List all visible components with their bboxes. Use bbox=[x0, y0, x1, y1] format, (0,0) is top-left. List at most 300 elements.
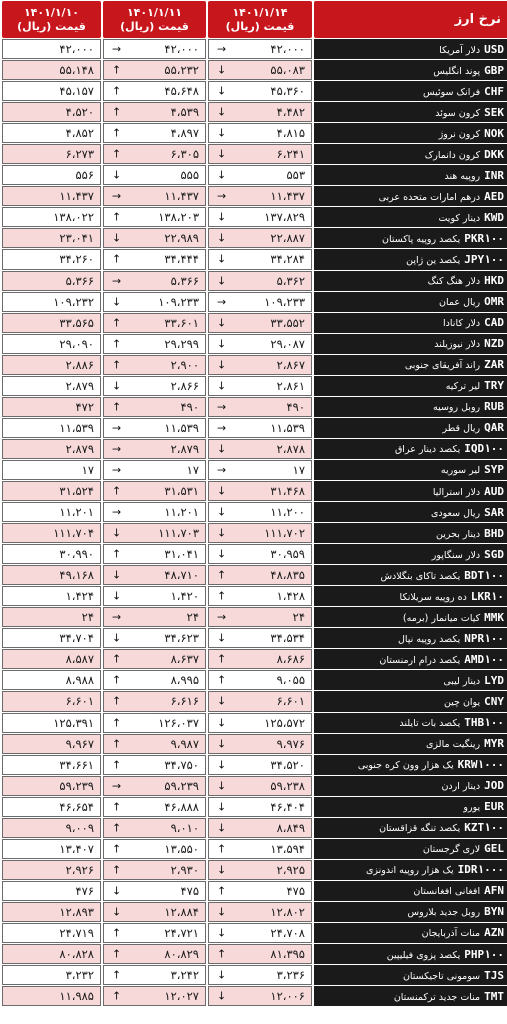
price-current: ۱۳۷،۸۲۹ bbox=[264, 210, 305, 225]
currency-name: فرانک سوئیس bbox=[423, 86, 481, 98]
price-prev-cell bbox=[2, 355, 101, 375]
price-current-cell bbox=[208, 734, 312, 754]
price-prev-cell bbox=[2, 313, 101, 333]
table-row bbox=[2, 81, 507, 101]
trend-arrow-icon: ↓ bbox=[217, 147, 227, 161]
price-current-cell bbox=[208, 502, 312, 522]
trend-arrow-icon: ↑ bbox=[217, 673, 227, 687]
currency-code: TMT bbox=[484, 989, 504, 1003]
price-current: ۱۱،۲۰۰ bbox=[270, 505, 305, 520]
currency-name: لیر سوریه bbox=[440, 465, 481, 477]
trend-arrow-icon: → bbox=[217, 610, 227, 624]
currency-name: ده روپیه سریلانکا bbox=[399, 591, 467, 603]
price-mid: ۵۵،۲۳۲ bbox=[164, 63, 199, 78]
table-row bbox=[2, 481, 507, 501]
price-current: ۵۹،۲۳۸ bbox=[270, 778, 305, 793]
trend-arrow-icon: ↓ bbox=[217, 821, 227, 835]
price-prev-cell bbox=[2, 670, 101, 690]
price-prev: ۳۳،۵۶۵ bbox=[59, 315, 94, 330]
price-current: ۱۱،۵۳۹ bbox=[270, 420, 305, 435]
trend-arrow-icon: ↑ bbox=[112, 842, 122, 856]
price-current: ۲۴،۷۰۸ bbox=[270, 925, 305, 940]
price-mid-cell bbox=[103, 502, 206, 522]
price-mid-cell bbox=[103, 439, 206, 459]
currency-code: JOD bbox=[484, 779, 504, 793]
currency-name: روپیه هند bbox=[444, 170, 481, 182]
price-mid-cell bbox=[103, 544, 206, 564]
table-row bbox=[2, 586, 507, 606]
table-row bbox=[2, 207, 507, 227]
table-row bbox=[2, 60, 507, 80]
table-row bbox=[2, 271, 507, 291]
table-row bbox=[2, 860, 507, 880]
price-current-cell bbox=[208, 228, 312, 248]
currency-name: روبل جدید بلاروس bbox=[407, 907, 481, 919]
price-current: ۲،۸۶۱ bbox=[276, 378, 305, 393]
currency-name-cell bbox=[314, 102, 507, 122]
price-prev-cell bbox=[2, 965, 101, 985]
price-mid-cell bbox=[103, 607, 206, 627]
price-mid: ۶،۶۱۶ bbox=[170, 694, 199, 709]
currency-name-cell bbox=[314, 481, 507, 501]
price-current: ۱۳،۵۹۴ bbox=[270, 841, 305, 856]
trend-arrow-icon: ↓ bbox=[217, 252, 227, 266]
price-mid: ۱۳۸،۲۰۳ bbox=[158, 210, 199, 225]
price-mid: ۵۵۵ bbox=[180, 168, 199, 183]
price-prev: ۳۰،۹۹۰ bbox=[59, 547, 94, 562]
trend-arrow-icon: → bbox=[112, 189, 122, 203]
currency-code: JPY۱۰۰ bbox=[464, 252, 504, 266]
column-header-mid bbox=[103, 1, 206, 38]
price-prev: ۴۹،۱۶۸ bbox=[59, 568, 94, 583]
price-prev-cell bbox=[2, 607, 101, 627]
price-mid: ۹،۹۸۷ bbox=[170, 736, 199, 751]
price-prev: ۲۴،۷۱۹ bbox=[59, 925, 94, 940]
currency-name: کرون سوئد bbox=[435, 107, 481, 119]
price-mid-cell bbox=[103, 165, 206, 185]
currency-code: GEL bbox=[484, 842, 504, 856]
currency-code: QAR bbox=[484, 421, 504, 435]
header-date: ۱۴۰۱/۱/۱۴ bbox=[232, 5, 288, 19]
price-prev-cell bbox=[2, 544, 101, 564]
trend-arrow-icon: ↑ bbox=[112, 652, 122, 666]
trend-arrow-icon: ↑ bbox=[112, 105, 122, 119]
price-mid-cell bbox=[103, 797, 206, 817]
price-current-cell bbox=[208, 207, 312, 227]
price-current: ۱۱۱،۷۰۲ bbox=[264, 526, 305, 541]
price-current: ۴۵،۳۶۰ bbox=[270, 84, 305, 99]
price-current-cell bbox=[208, 607, 312, 627]
price-current-cell bbox=[208, 376, 312, 396]
price-prev-cell bbox=[2, 123, 101, 143]
currency-code: IQD۱۰۰ bbox=[464, 442, 504, 456]
price-mid-cell bbox=[103, 860, 206, 880]
trend-arrow-icon: → bbox=[112, 610, 122, 624]
currency-name-cell bbox=[314, 523, 507, 543]
table-row bbox=[2, 734, 507, 754]
price-current: ۴،۸۱۵ bbox=[276, 126, 305, 141]
price-mid-cell bbox=[103, 649, 206, 669]
currency-name-cell bbox=[314, 923, 507, 943]
price-mid: ۲۹،۲۹۹ bbox=[164, 336, 199, 351]
price-prev: ۲۳،۰۴۱ bbox=[59, 231, 94, 246]
currency-name-cell bbox=[314, 986, 507, 1006]
price-mid-cell bbox=[103, 334, 206, 354]
price-current: ۶،۶۰۱ bbox=[276, 694, 305, 709]
price-mid-cell bbox=[103, 670, 206, 690]
trend-arrow-icon: ↓ bbox=[217, 758, 227, 772]
price-current-cell bbox=[208, 355, 312, 375]
currency-code: AZN bbox=[484, 926, 504, 940]
trend-arrow-icon: ↓ bbox=[217, 716, 227, 730]
currency-name: پوند انگلیس bbox=[433, 65, 481, 77]
currency-name: ریال عمان bbox=[439, 297, 481, 309]
trend-arrow-icon: ↑ bbox=[112, 989, 122, 1003]
price-mid-cell bbox=[103, 207, 206, 227]
price-prev: ۴،۸۵۲ bbox=[65, 126, 94, 141]
trend-arrow-icon: ↑ bbox=[217, 589, 227, 603]
table-row bbox=[2, 313, 507, 333]
price-current: ۲،۹۲۵ bbox=[276, 862, 305, 877]
trend-arrow-icon: ↓ bbox=[112, 631, 122, 645]
price-current-cell bbox=[208, 165, 312, 185]
trend-arrow-icon: ↓ bbox=[217, 484, 227, 498]
price-prev-cell bbox=[2, 502, 101, 522]
price-mid-cell bbox=[103, 713, 206, 733]
currency-name: راند آفریقای جنوبی bbox=[404, 360, 481, 372]
price-mid: ۸،۹۹۵ bbox=[170, 673, 199, 688]
currency-name-cell bbox=[314, 944, 507, 964]
table-row bbox=[2, 228, 507, 248]
trend-arrow-icon: ↓ bbox=[112, 526, 122, 540]
price-prev: ۴،۵۲۰ bbox=[65, 105, 94, 120]
trend-arrow-icon: ↑ bbox=[217, 947, 227, 961]
currency-name: یکصد دینار عراق bbox=[394, 444, 461, 456]
column-header-current bbox=[208, 1, 312, 38]
price-current-cell bbox=[208, 292, 312, 312]
price-prev: ۳۱،۵۲۴ bbox=[59, 484, 94, 498]
currency-code: IDR۱۰۰۰ bbox=[457, 863, 504, 877]
price-current: ۲،۸۶۷ bbox=[276, 357, 305, 372]
currency-code: CNY bbox=[484, 694, 504, 708]
currency-name-cell bbox=[314, 965, 507, 985]
currency-code: KWD bbox=[484, 210, 504, 224]
price-current-cell bbox=[208, 186, 312, 206]
trend-arrow-icon: ↓ bbox=[112, 168, 122, 182]
price-prev-cell bbox=[2, 881, 101, 901]
trend-arrow-icon: ↓ bbox=[217, 84, 227, 98]
trend-arrow-icon: ↑ bbox=[112, 337, 122, 351]
currency-name-cell bbox=[314, 397, 507, 417]
price-prev: ۳۴،۲۶۰ bbox=[59, 252, 94, 267]
trend-arrow-icon: ↑ bbox=[112, 926, 122, 940]
price-prev-cell bbox=[2, 776, 101, 796]
price-current-cell bbox=[208, 271, 312, 291]
price-current: ۴۶،۴۰۴ bbox=[270, 799, 305, 814]
price-mid-cell bbox=[103, 691, 206, 711]
price-current-cell bbox=[208, 986, 312, 1006]
currency-code: KZT۱۰۰ bbox=[464, 821, 504, 835]
price-prev-cell bbox=[2, 649, 101, 669]
price-mid: ۳۴،۷۵۰ bbox=[164, 757, 199, 772]
table-row bbox=[2, 755, 507, 775]
table-row bbox=[2, 902, 507, 922]
price-prev-cell bbox=[2, 60, 101, 80]
price-prev: ۵۵،۱۴۸ bbox=[59, 63, 94, 78]
price-current-cell bbox=[208, 60, 312, 80]
trend-arrow-icon: → bbox=[112, 42, 122, 56]
price-current-cell bbox=[208, 144, 312, 164]
price-current: ۸،۶۸۶ bbox=[276, 652, 305, 667]
price-prev: ۱۲،۸۹۳ bbox=[59, 904, 94, 919]
currency-code: SAR bbox=[484, 505, 504, 519]
price-current: ۱۲،۰۰۶ bbox=[270, 989, 305, 1004]
price-current-cell bbox=[208, 565, 312, 585]
price-mid-cell bbox=[103, 965, 206, 985]
currency-name-cell bbox=[314, 313, 507, 333]
price-prev-cell bbox=[2, 207, 101, 227]
currency-name: دلار کانادا bbox=[443, 318, 481, 330]
trend-arrow-icon: ↑ bbox=[217, 842, 227, 856]
trend-arrow-icon: ↑ bbox=[112, 758, 122, 772]
currency-name-cell bbox=[314, 502, 507, 522]
trend-arrow-icon: ↑ bbox=[112, 484, 122, 498]
currency-name-cell bbox=[314, 628, 507, 648]
currency-code: BDT۱۰۰ bbox=[464, 568, 504, 582]
table-row bbox=[2, 502, 507, 522]
price-prev-cell bbox=[2, 397, 101, 417]
price-prev: ۲،۹۲۶ bbox=[65, 862, 94, 877]
trend-arrow-icon: → bbox=[217, 189, 227, 203]
price-mid-cell bbox=[103, 734, 206, 754]
price-current: ۳۱،۴۶۸ bbox=[270, 484, 305, 498]
price-current-cell bbox=[208, 544, 312, 564]
price-current: ۴،۴۸۲ bbox=[276, 105, 305, 120]
price-mid-cell bbox=[103, 186, 206, 206]
trend-arrow-icon: ↓ bbox=[217, 779, 227, 793]
currency-code: MMK bbox=[484, 610, 504, 624]
price-prev: ۳،۲۳۲ bbox=[65, 968, 94, 983]
price-mid: ۸۰،۸۲۹ bbox=[164, 947, 199, 962]
price-current: ۹،۹۷۶ bbox=[276, 736, 305, 751]
price-prev: ۲،۸۷۹ bbox=[65, 441, 94, 456]
price-mid-cell bbox=[103, 397, 206, 417]
table-row bbox=[2, 797, 507, 817]
price-current-cell bbox=[208, 397, 312, 417]
currency-name-cell bbox=[314, 207, 507, 227]
currency-name-cell bbox=[314, 334, 507, 354]
currency-name-cell bbox=[314, 460, 507, 480]
price-mid: ۴۹۰ bbox=[180, 399, 199, 414]
currency-name: دینار بحرین bbox=[435, 528, 481, 540]
price-mid-cell bbox=[103, 460, 206, 480]
table-row bbox=[2, 376, 507, 396]
price-mid-cell bbox=[103, 60, 206, 80]
currency-code: CAD bbox=[484, 316, 504, 330]
price-prev-cell bbox=[2, 986, 101, 1006]
currency-name: دلار استرالیا bbox=[432, 486, 481, 498]
price-prev: ۴۵،۱۵۷ bbox=[59, 84, 94, 99]
currency-name: دینار لیبی bbox=[443, 675, 481, 687]
trend-arrow-icon: → bbox=[112, 505, 122, 519]
price-prev: ۱۲۵،۳۹۱ bbox=[53, 715, 94, 730]
header-unit: قیمت (ریال) bbox=[17, 19, 86, 33]
trend-arrow-icon: ↓ bbox=[217, 210, 227, 224]
column-header-currency: نرخ ارز bbox=[314, 1, 507, 38]
price-mid-cell bbox=[103, 923, 206, 943]
price-current: ۲،۸۷۸ bbox=[276, 441, 305, 456]
price-mid-cell bbox=[103, 628, 206, 648]
price-prev-cell bbox=[2, 144, 101, 164]
trend-arrow-icon: ↑ bbox=[112, 84, 122, 98]
currency-name: ریال قطر bbox=[442, 423, 481, 435]
trend-arrow-icon: ↑ bbox=[112, 947, 122, 961]
price-prev: ۱۰۹،۲۳۲ bbox=[53, 294, 94, 309]
table-row bbox=[2, 186, 507, 206]
price-current-cell bbox=[208, 249, 312, 269]
price-current: ۵۵،۰۸۳ bbox=[270, 63, 305, 78]
price-current: ۱۲،۸۰۲ bbox=[270, 904, 305, 919]
price-prev: ۴۶،۶۵۴ bbox=[59, 799, 94, 814]
price-prev-cell bbox=[2, 565, 101, 585]
trend-arrow-icon: ↑ bbox=[112, 147, 122, 161]
price-mid: ۲۴ bbox=[186, 610, 199, 625]
currency-code: ZAR bbox=[484, 358, 504, 372]
trend-arrow-icon: ↓ bbox=[217, 737, 227, 751]
price-prev-cell bbox=[2, 628, 101, 648]
price-prev: ۴۷۶ bbox=[75, 883, 94, 898]
currency-code: BYN bbox=[484, 905, 504, 919]
price-mid: ۴۲،۰۰۰ bbox=[164, 42, 199, 57]
price-mid-cell bbox=[103, 123, 206, 143]
price-prev-cell bbox=[2, 292, 101, 312]
table-row bbox=[2, 102, 507, 122]
currency-name-cell bbox=[314, 797, 507, 817]
currency-name-cell bbox=[314, 670, 507, 690]
price-mid: ۱۱،۵۳۹ bbox=[164, 420, 199, 435]
trend-arrow-icon: ↑ bbox=[112, 358, 122, 372]
currency-code: THB۱۰۰ bbox=[464, 716, 504, 730]
currency-code: SGD bbox=[484, 547, 504, 561]
price-prev: ۱۱،۹۸۵ bbox=[59, 989, 94, 1004]
price-prev: ۱۱،۲۰۱ bbox=[59, 505, 94, 520]
currency-code: AED bbox=[484, 189, 504, 203]
price-prev: ۶،۲۷۳ bbox=[65, 147, 94, 162]
table-row bbox=[2, 249, 507, 269]
header-unit: قیمت (ریال) bbox=[120, 19, 189, 33]
currency-name-cell bbox=[314, 776, 507, 796]
currency-name: درهم امارات متحده عربی bbox=[378, 191, 481, 203]
price-prev-cell bbox=[2, 39, 101, 59]
trend-arrow-icon: → bbox=[217, 295, 227, 309]
price-prev-cell bbox=[2, 923, 101, 943]
price-current-cell bbox=[208, 776, 312, 796]
price-mid-cell bbox=[103, 102, 206, 122]
trend-arrow-icon: ↑ bbox=[217, 884, 227, 898]
trend-arrow-icon: ↓ bbox=[217, 505, 227, 519]
trend-arrow-icon: ↓ bbox=[112, 884, 122, 898]
price-mid-cell bbox=[103, 523, 206, 543]
header-unit: قیمت (ریال) bbox=[225, 19, 295, 33]
price-mid-cell bbox=[103, 81, 206, 101]
price-prev-cell bbox=[2, 944, 101, 964]
currency-code: AMD۱۰۰ bbox=[464, 652, 504, 666]
price-current-cell bbox=[208, 481, 312, 501]
currency-name-cell bbox=[314, 586, 507, 606]
currency-name: روبل روسیه bbox=[432, 402, 481, 414]
table-row bbox=[2, 123, 507, 143]
trend-arrow-icon: ↑ bbox=[112, 863, 122, 877]
price-mid-cell bbox=[103, 376, 206, 396]
table-row bbox=[2, 944, 507, 964]
currency-name-cell bbox=[314, 81, 507, 101]
currency-name: یورو bbox=[463, 802, 481, 814]
currency-name-cell bbox=[314, 902, 507, 922]
table-row bbox=[2, 649, 507, 669]
table-row bbox=[2, 965, 507, 985]
trend-arrow-icon: → bbox=[112, 421, 122, 435]
price-prev: ۱،۴۲۴ bbox=[65, 589, 94, 604]
price-current-cell bbox=[208, 649, 312, 669]
price-mid-cell bbox=[103, 228, 206, 248]
price-current-cell bbox=[208, 81, 312, 101]
trend-arrow-icon: → bbox=[112, 274, 122, 288]
price-prev-cell bbox=[2, 713, 101, 733]
price-prev: ۲۴ bbox=[81, 610, 94, 625]
price-current-cell bbox=[208, 797, 312, 817]
currency-code: RUB bbox=[484, 400, 504, 414]
currency-name: یکصد درام ارمنستان bbox=[379, 654, 461, 666]
price-mid-cell bbox=[103, 776, 206, 796]
price-mid: ۱۷ bbox=[186, 462, 199, 477]
currency-code: KRW۱۰۰۰ bbox=[457, 758, 504, 772]
price-current: ۱۲۵،۵۷۲ bbox=[264, 715, 305, 730]
table-row bbox=[2, 144, 507, 164]
price-prev: ۴۲،۰۰۰ bbox=[59, 42, 94, 57]
price-current-cell bbox=[208, 902, 312, 922]
price-prev-cell bbox=[2, 902, 101, 922]
price-mid-cell bbox=[103, 565, 206, 585]
price-current-cell bbox=[208, 102, 312, 122]
trend-arrow-icon: ↑ bbox=[112, 737, 122, 751]
currency-name-cell bbox=[314, 144, 507, 164]
currency-code: NPR۱۰۰ bbox=[464, 631, 504, 645]
price-current-cell bbox=[208, 839, 312, 859]
price-current: ۴۸،۸۳۵ bbox=[270, 568, 305, 583]
table-row bbox=[2, 691, 507, 711]
trend-arrow-icon: ↓ bbox=[217, 926, 227, 940]
currency-name: یک هزار وون کره جنوبی bbox=[357, 760, 454, 772]
price-prev: ۸،۵۸۷ bbox=[65, 652, 94, 667]
trend-arrow-icon: ↓ bbox=[112, 295, 122, 309]
price-prev-cell bbox=[2, 734, 101, 754]
price-mid-cell bbox=[103, 271, 206, 291]
price-current-cell bbox=[208, 439, 312, 459]
trend-arrow-icon: ↓ bbox=[217, 358, 227, 372]
currency-name: کرون نروژ bbox=[438, 128, 481, 140]
currency-code: BHD bbox=[484, 526, 504, 540]
header-date: ۱۴۰۱/۱/۱۱ bbox=[126, 5, 183, 19]
table-body bbox=[2, 39, 507, 1006]
price-prev: ۹،۰۰۹ bbox=[65, 820, 94, 835]
price-mid-cell bbox=[103, 355, 206, 375]
trend-arrow-icon: ↓ bbox=[217, 968, 227, 982]
price-current: ۱۰۹،۲۳۳ bbox=[264, 294, 305, 309]
trend-arrow-icon: ↓ bbox=[217, 105, 227, 119]
currency-name-cell bbox=[314, 418, 507, 438]
price-current-cell bbox=[208, 418, 312, 438]
price-current: ۱۷ bbox=[292, 462, 305, 477]
